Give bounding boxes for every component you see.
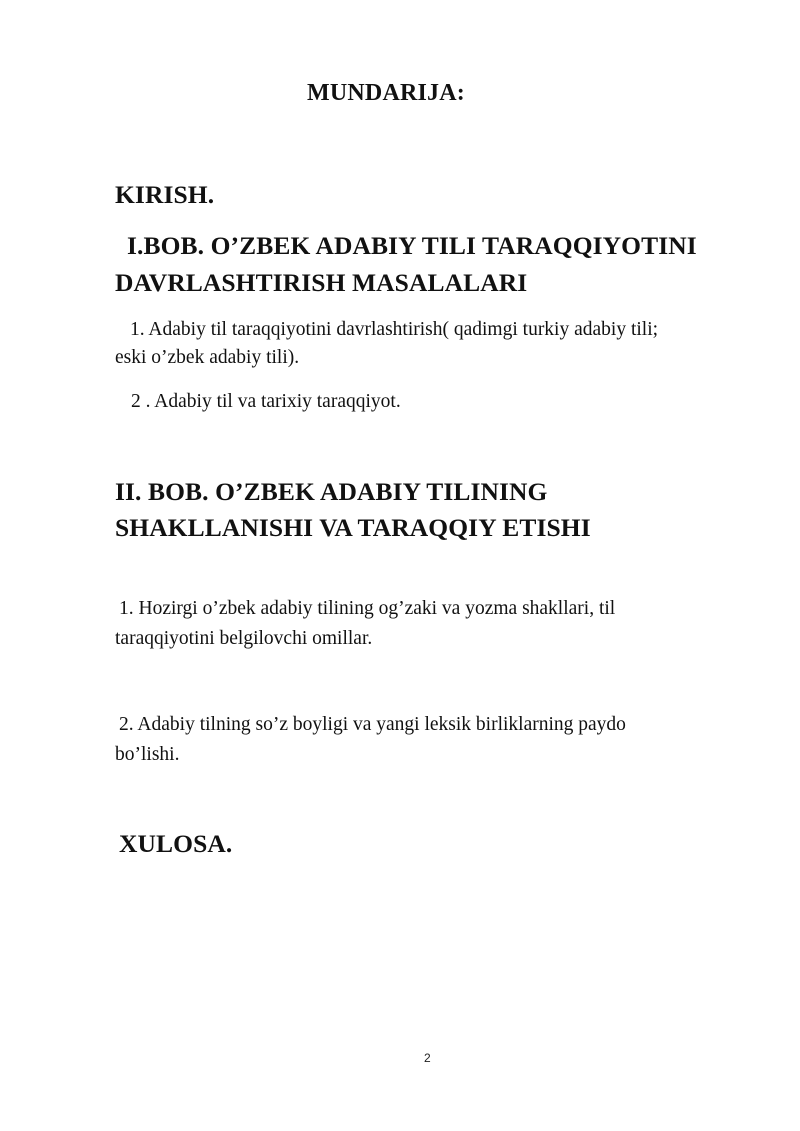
chapter2-heading-line1: II. BOB. O’ZBEK ADABIY TILINING [115,477,548,506]
page-title: MUNDARIJA: [307,80,465,106]
chapter1-heading-line2: DAVRLASHTIRISH MASALALARI [115,268,528,297]
chapter2-item2-line1: 2. Adabiy tilning so’z boyligi va yangi leksik birliklarning paydo [119,714,626,735]
chapter2-item1-line1: 1. Hozirgi o’zbek adabiy tilining og’zaki va yozma shakllari, til [119,598,616,619]
chapter2-item2-line2: bo’lishi. [115,744,180,765]
chapter1-item1-line1: 1. Adabiy til taraqqiyotini davrlashtirish( qadimgi turkiy adabiy tili; [130,319,659,340]
page-number: 2 [424,1051,431,1065]
chapter1-heading-line1: I.BOB. O’ZBEK ADABIY TILI TARAQQIYOTINI [127,231,697,260]
chapter1-item1-line2: eski o’zbek adabiy tili). [115,347,300,368]
chapter1-item2-line1: 2 . Adabiy til va tarixiy taraqqiyot. [131,391,401,412]
section-heading-conclusion: XULOSA. [119,829,233,858]
chapter2-heading-line2: SHAKLLANISHI VA TARAQQIY ETISHI [115,513,591,542]
section-heading-intro: KIRISH. [115,180,215,209]
chapter2-item1-line2: taraqqiyotini belgilovchi omillar. [115,628,373,649]
